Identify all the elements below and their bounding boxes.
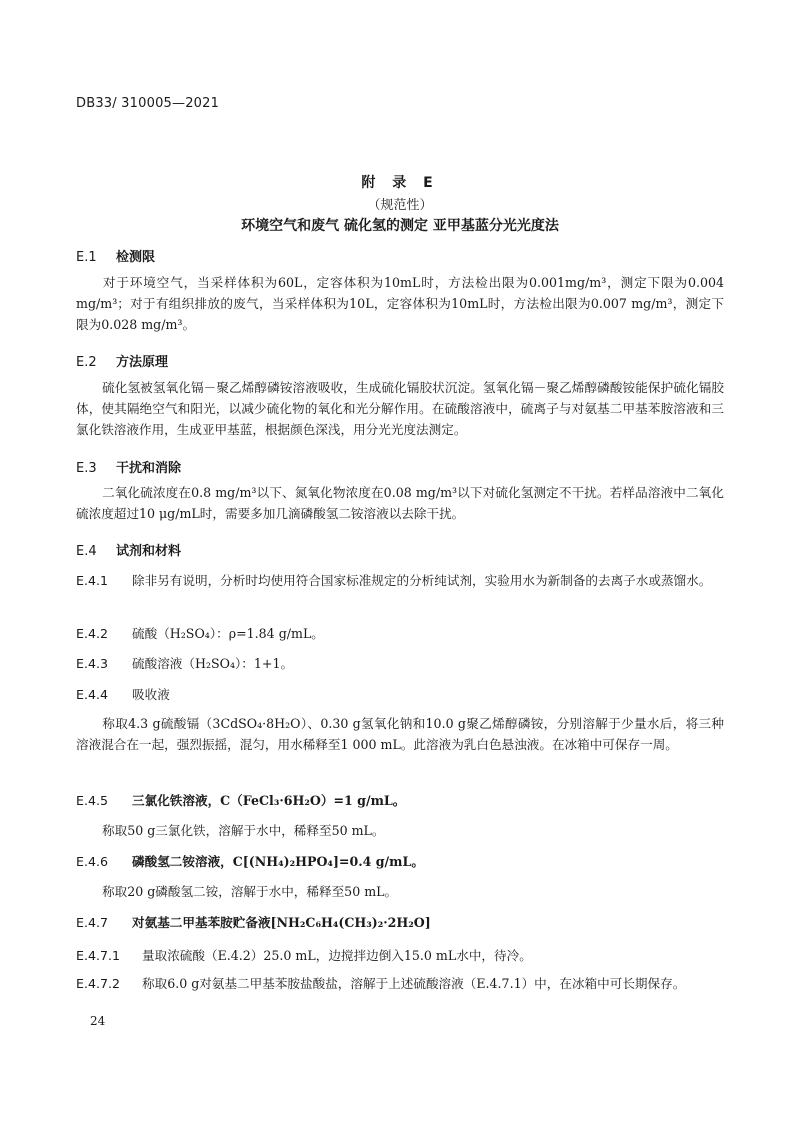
clause-number: E.4.5	[76, 793, 108, 808]
clause-number: E.4.1	[76, 573, 108, 588]
section-heading-e1	[76, 246, 155, 265]
section-number: E.4	[76, 544, 97, 559]
clause-e43	[76, 653, 724, 674]
page-number: 24	[90, 1014, 106, 1028]
section-text-e3: 二氧化硫浓度在0.8 mg/m³以下、氮氧化物浓度在0.08 mg/m³以下对硫化氢测定不干扰。若样品溶液中二氧化硫浓度超过10 μg/mL时，需要多加几滴磷酸氢二铵溶液以去除干扰。	[76, 485, 724, 521]
clause-text: 硫酸溶液（H₂SO₄）：1+1。	[132, 656, 294, 671]
section-title: 干扰和消除	[116, 461, 182, 476]
clause-title: 磷酸氢二铵溶液，C[(NH₄)₂HPO₄]=0.4 g/mL。	[132, 854, 424, 869]
clause-number: E.4.7.2	[76, 976, 121, 991]
clause-e46-heading	[76, 851, 724, 872]
standard-code: DB33/ 310005—2021	[76, 96, 220, 111]
section-heading-e3	[76, 457, 181, 476]
appendix-name: 环境空气和废气 硫化氢的测定 亚甲基蓝分光光度法	[241, 218, 559, 234]
clause-title: 对氨基二甲基苯胺贮备液[NH₂C₆H₄(CH₃)₂·2H₂O]	[132, 915, 431, 930]
section-number: E.1	[76, 250, 97, 265]
clause-text: 量取浓硫酸（E.4.2）25.0 mL，边搅拌边倒入15.0 mL水中，待冷。	[142, 948, 532, 963]
clause-e44-heading	[76, 684, 724, 705]
clause-e41	[76, 570, 724, 591]
clause-number: E.4.2	[76, 626, 108, 641]
clause-number: E.4.6	[76, 854, 108, 869]
clause-e42	[76, 623, 724, 644]
appendix-type: （规范性）	[367, 198, 433, 213]
clause-title: 三氯化铁溶液，C（FeCl₃·6H₂O）=1 g/mL。	[132, 793, 406, 808]
clause-e45-heading	[76, 790, 724, 811]
section-heading-e4	[76, 540, 181, 559]
clause-text: 称取6.0 g对氨基二甲基苯胺盐酸盐，溶解于上述硫酸溶液（E.4.7.1）中，在冰箱中可长期保存。	[142, 976, 686, 991]
clause-e471	[76, 945, 724, 966]
clause-e45-text: 称取50 g三氯化铁，溶解于水中，稀释至50 mL。	[102, 823, 385, 838]
section-title: 检测限	[116, 250, 156, 265]
section-number: E.2	[76, 355, 97, 370]
section-heading-e2	[76, 351, 168, 370]
section-text-e2: 硫化氢被氢氧化镉－聚乙烯醇磷铵溶液吸收，生成硫化镉胶状沉淀。氢氧化镉－聚乙烯醇磷酸铵能保护硫化镉胶体，使其隔绝空气和阳光，以减少硫化物的氧化和光分解作用。在硫酸溶液中，硫离子与对氨基二甲基苯胺溶液和三氯化铁溶液作用，生成亚甲基蓝，根据颜色深浅，用分光光度法测定。	[76, 380, 724, 437]
section-text-e1: 对于环境空气，当采样体积为60L，定容体积为10mL时，方法检出限为0.001mg/m³，测定下限为0.004 mg/m³；对于有组织排放的废气，当采样体积为10L，定容体积为10mL时，方法检出限为0.007 mg/m³，测定下限为0.028 mg/m³。	[76, 275, 724, 332]
clause-number: E.4.4	[76, 687, 108, 702]
clause-e472	[76, 973, 724, 994]
clause-text: 除非另有说明，分析时均使用符合国家标准规定的分析纯试剂，实验用水为新制备的去离子水或蒸馏水。	[132, 573, 712, 588]
clause-number: E.4.7	[76, 915, 108, 930]
clause-text: 硫酸（H₂SO₄）：ρ=1.84 g/mL。	[132, 626, 324, 641]
section-title: 方法原理	[116, 355, 169, 370]
clause-number: E.4.3	[76, 656, 108, 671]
section-number: E.3	[76, 461, 97, 476]
clause-title: 吸收液	[132, 687, 170, 702]
clause-e47-heading	[76, 912, 724, 933]
section-title: 试剂和材料	[116, 544, 182, 559]
appendix-title: 附 录 E	[361, 175, 439, 191]
clause-e46-text: 称取20 g磷酸氢二铵，溶解于水中，稀释至50 mL。	[102, 884, 398, 899]
clause-number: E.4.7.1	[76, 948, 121, 963]
clause-e44-text: 称取4.3 g硫酸镉（3CdSO₄·8H₂O）、0.30 g氢氧化钠和10.0 g聚乙烯醇磷铵，分别溶解于少量水后，将三种溶液混合在一起，强烈振摇，混匀，用水稀释至1 000 mL。此溶液为乳白色悬浊液。在冰箱中可保存一周。	[76, 716, 724, 752]
